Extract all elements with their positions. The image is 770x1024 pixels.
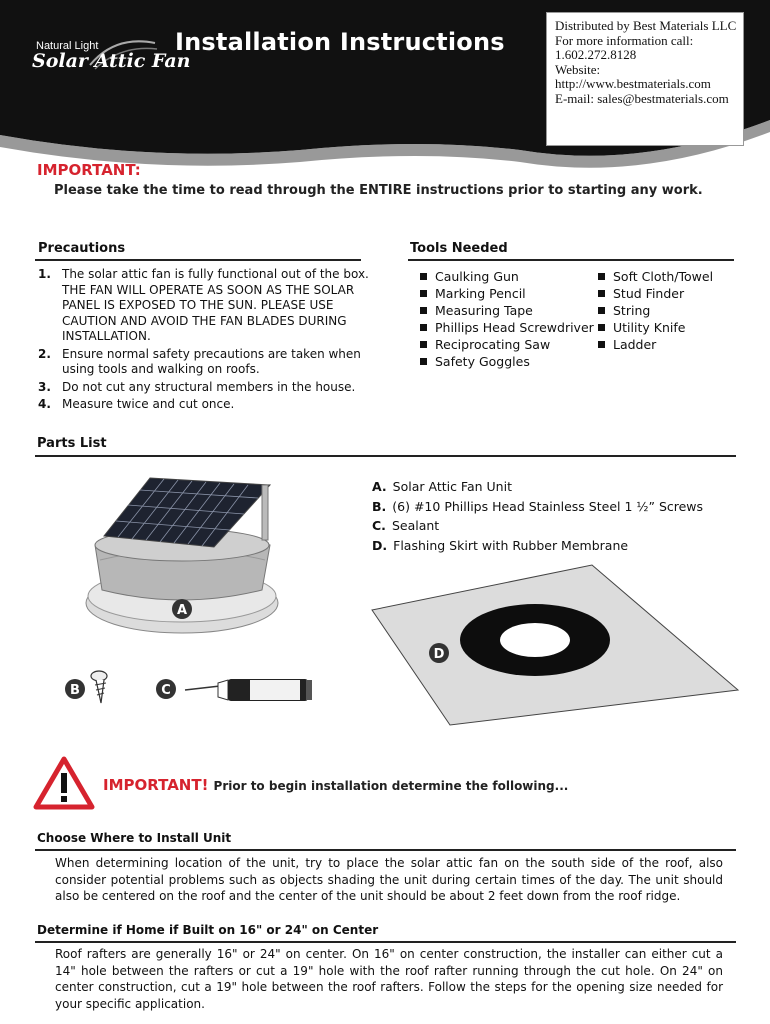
tool-label: Utility Knife (613, 320, 686, 335)
tool-label: Stud Finder (613, 286, 685, 301)
list-item (372, 536, 703, 556)
distributor-box (546, 12, 744, 146)
list-item (38, 347, 383, 378)
warning-triangle-icon (33, 756, 95, 810)
parts-rule (35, 455, 736, 457)
bullet-square-icon (420, 290, 427, 297)
list-item (38, 267, 383, 345)
part-text: (6) #10 Phillips Head Stainless Steel 1 ½” Screws (392, 498, 704, 514)
section-heading: Determine if Home if Built on 16" or 24" on Center (37, 923, 379, 937)
parts-heading: Parts List (37, 436, 107, 451)
bullet-square-icon (598, 290, 605, 297)
list-item (38, 380, 383, 396)
label-a: A (176, 603, 188, 618)
important-heading: IMPORTANT: (37, 161, 141, 179)
list-item-text: The solar attic fan is fully functional out of the box. THE FAN WILL OPERATE AS SOON AS THE SOLAR PANEL IS EXPOSED TO THE SUN. PLEASE USE CAUTION AND AVOID THE FAN BLADES DURING INSTALLATION. (62, 267, 369, 343)
precautions-rule (35, 259, 361, 261)
tool-label: Ladder (613, 337, 657, 352)
list-item (598, 319, 713, 336)
part-letter: A. (372, 479, 387, 494)
bullet-square-icon (598, 273, 605, 280)
bullet-square-icon (420, 324, 427, 331)
part-letter: B. (372, 498, 387, 514)
list-item (38, 397, 383, 413)
distributor-website: http://www.bestmaterials.com (555, 76, 711, 92)
bullet-square-icon (420, 358, 427, 365)
section-rule (35, 941, 736, 943)
tools-rule (408, 259, 734, 261)
precautions-heading: Precautions (38, 241, 126, 256)
list-item-text: Do not cut any structural members in the house. (62, 379, 356, 394)
bullet-square-icon (420, 341, 427, 348)
part-text: Sealant (391, 518, 440, 534)
section-paragraph: Roof rafters are generally 16" or 24" on center. On 16" on center construction, the installer can either cut a 14" hole between the rafters or cut a 19" hole with the roof rafter running through the cut hole. On 24" on center construction, cut a 19" hole between the roof rafters. Follow the steps for the opening size needed for your specific application. (55, 947, 723, 1011)
tools-heading: Tools Needed (410, 241, 508, 256)
tools-list-col2 (598, 268, 713, 353)
bullet-square-icon (420, 273, 427, 280)
list-item-number: 3. (38, 379, 51, 394)
flashing-skirt-illustration (372, 565, 738, 725)
list-item (420, 336, 594, 353)
important-text: Please take the time to read through the ENTIRE instructions prior to starting any work. (54, 183, 703, 198)
list-item (372, 477, 703, 497)
list-item (420, 353, 594, 370)
list-item-text: Ensure normal safety precautions are taken when using tools and walking on roofs. (62, 346, 361, 376)
tool-label: Caulking Gun (435, 269, 519, 284)
distributor-email: E-mail: sales@bestmaterials.com (555, 90, 729, 106)
warning-text: Prior to begin installation determine the following... (213, 779, 569, 793)
tool-label: Phillips Head Screwdriver (435, 320, 594, 335)
list-item (420, 302, 594, 319)
list-item (598, 268, 713, 285)
bullet-square-icon (420, 307, 427, 314)
bullet-square-icon (598, 324, 605, 331)
list-item (598, 302, 713, 319)
list-item-number: 1. (38, 267, 51, 281)
part-text: Solar Attic Fan Unit (392, 479, 512, 494)
distributor-phone: 1.602.272.8128 (555, 47, 637, 63)
label-c: C (161, 683, 171, 698)
tool-label: Soft Cloth/Towel (613, 269, 714, 284)
part-letter: C. (372, 518, 386, 534)
list-item-text: Measure twice and cut once. (62, 397, 235, 411)
label-d: D (433, 647, 445, 662)
page-title: Installation Instructions (175, 28, 505, 56)
list-item (372, 497, 703, 517)
screw-illustration (91, 671, 107, 703)
bullet-square-icon (598, 341, 605, 348)
list-item-number: 4. (38, 397, 51, 411)
tool-label: Safety Goggles (435, 354, 530, 369)
section-heading: Choose Where to Install Unit (37, 831, 232, 845)
tool-label: Marking Pencil (435, 286, 526, 301)
logo-tagline: Natural Light (36, 40, 99, 52)
list-item (372, 516, 703, 536)
warning-line (103, 775, 568, 794)
sealant-tube-illustration (185, 679, 312, 701)
list-item (420, 285, 594, 302)
bullet-square-icon (598, 307, 605, 314)
distributor-website-label: Website: (555, 61, 601, 77)
precautions-list (38, 267, 383, 415)
tool-label: String (613, 303, 651, 318)
tool-label: Reciprocating Saw (435, 337, 551, 352)
distributor-info-label: For more information call: (555, 32, 694, 48)
section-paragraph: When determining location of the unit, try to place the solar attic fan on the south side of the roof, also consider potential problems such as objects shading the unit during certain times of the day. The unit should also be centered on the roof and the center of the unit should be about 2 feet down from the roof ridge. (55, 856, 723, 903)
tools-list-col1 (420, 268, 594, 370)
list-item (598, 285, 713, 302)
logo-wordmark: Solar Attic Fan (32, 50, 191, 72)
warning-important-label: IMPORTANT! (103, 776, 209, 794)
part-text: Flashing Skirt with Rubber Membrane (393, 537, 629, 553)
distributor-name: Distributed by Best Materials LLC (555, 18, 737, 33)
list-item (420, 319, 594, 336)
list-item-number: 2. (38, 346, 51, 361)
label-b: B (70, 683, 80, 698)
list-item (598, 336, 713, 353)
parts-list (372, 477, 703, 555)
section-rule (35, 849, 736, 851)
tool-label: Measuring Tape (435, 303, 533, 318)
list-item (420, 268, 594, 285)
part-letter: D. (372, 537, 388, 553)
